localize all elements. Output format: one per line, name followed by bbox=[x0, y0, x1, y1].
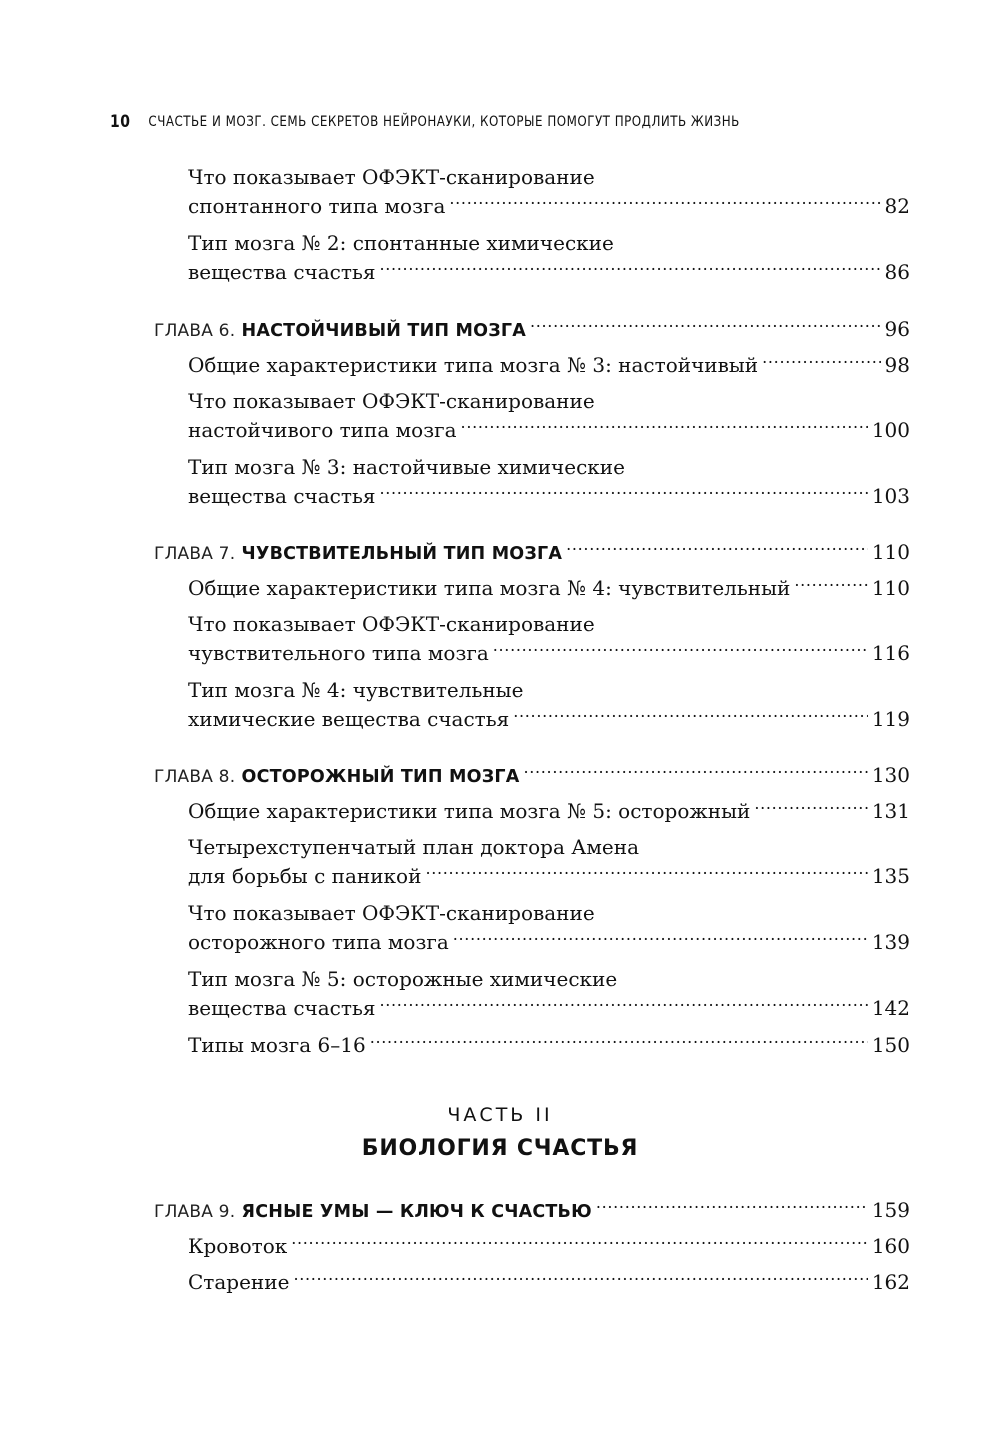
dot-leader bbox=[762, 352, 880, 372]
entry-title-line2: для борьбы с паникой bbox=[188, 864, 422, 888]
dot-leader bbox=[379, 995, 867, 1015]
toc-entry[interactable] bbox=[188, 797, 910, 826]
entry-page: 119 bbox=[871, 707, 910, 731]
entry-title-line1: Тип мозга № 5: осторожные химические bbox=[188, 967, 618, 991]
chapter-heading[interactable] bbox=[154, 315, 910, 346]
dot-leader bbox=[291, 1233, 868, 1253]
entry-title-line1: Что показывает ОФЭКТ-сканирование bbox=[188, 612, 595, 636]
chapter-label: ГЛАВА 7. bbox=[154, 544, 236, 564]
entry-title-line2: вещества счастья bbox=[188, 996, 376, 1020]
toc-entry[interactable] bbox=[188, 574, 910, 603]
entry-title: Общие характеристики типа мозга № 3: настойчивый bbox=[188, 353, 759, 377]
entry-page: 100 bbox=[871, 418, 910, 442]
entry-title: Кровоток bbox=[188, 1234, 288, 1258]
dot-leader bbox=[596, 1197, 868, 1217]
entry-title-line2: осторожного типа мозга bbox=[188, 930, 449, 954]
dot-leader bbox=[370, 1032, 868, 1052]
entry-title-line1: Четырехступенчатый план доктора Амена bbox=[188, 835, 640, 859]
toc-entry[interactable] bbox=[188, 676, 910, 734]
entry-page: 116 bbox=[871, 641, 910, 665]
book-title: СЧАСТЬЕ И МОЗГ. СЕМЬ СЕКРЕТОВ НЕЙРОНАУКИ, КОТОРЫЕ ПОМОГУТ ПРОДЛИТЬ ЖИЗНЬ bbox=[148, 114, 740, 130]
entry-title-line1: Тип мозга № 4: чувствительные bbox=[188, 678, 524, 702]
toc-entry[interactable] bbox=[188, 610, 910, 668]
entry-page: 82 bbox=[884, 194, 910, 218]
entry-title-line2: вещества счастья bbox=[188, 260, 376, 284]
chapter-page: 159 bbox=[871, 1198, 910, 1222]
chapter-heading[interactable] bbox=[154, 538, 910, 569]
dot-leader bbox=[513, 706, 868, 726]
dot-leader bbox=[379, 483, 867, 503]
entry-title-line1: Тип мозга № 3: настойчивые химические bbox=[188, 455, 625, 479]
entry-page: 86 bbox=[884, 260, 910, 284]
entry-page: 98 bbox=[884, 353, 910, 377]
dot-leader bbox=[530, 316, 881, 336]
chapter-title: ЯСНЫЕ УМЫ — КЛЮЧ К СЧАСТЬЮ bbox=[241, 1202, 592, 1222]
chapter-heading[interactable] bbox=[154, 1196, 910, 1227]
dot-leader bbox=[425, 863, 867, 883]
dot-leader bbox=[566, 539, 868, 559]
chapter-heading[interactable] bbox=[154, 761, 910, 792]
chapter-page: 130 bbox=[871, 763, 910, 787]
dot-leader bbox=[794, 575, 867, 595]
dot-leader bbox=[449, 193, 880, 213]
toc-entry[interactable] bbox=[188, 1031, 910, 1060]
toc-entry[interactable] bbox=[188, 453, 910, 511]
entry-title-line1: Что показывает ОФЭКТ-сканирование bbox=[188, 389, 595, 413]
toc-entry[interactable] bbox=[188, 1232, 910, 1261]
entry-page: 103 bbox=[871, 484, 910, 508]
entry-page: 135 bbox=[871, 864, 910, 888]
toc-entry[interactable] bbox=[188, 1268, 910, 1297]
entry-title: Общие характеристики типа мозга № 4: чувствительный bbox=[188, 576, 791, 600]
entry-title-line2: настойчивого типа мозга bbox=[188, 418, 457, 442]
chapter-title: ОСТОРОЖНЫЙ ТИП МОЗГА bbox=[241, 767, 520, 787]
entry-title-line2: чувствительного типа мозга bbox=[188, 641, 489, 665]
dot-leader bbox=[493, 640, 868, 660]
part-title[interactable]: БИОЛОГИЯ СЧАСТЬЯ bbox=[361, 1136, 639, 1161]
entry-page: 160 bbox=[871, 1234, 910, 1258]
running-head bbox=[110, 110, 782, 134]
entry-title: Общие характеристики типа мозга № 5: осторожный bbox=[188, 799, 751, 823]
entry-page: 142 bbox=[871, 996, 910, 1020]
entry-title-line1: Что показывает ОФЭКТ-сканирование bbox=[188, 165, 595, 189]
chapter-title: ЧУВСТВИТЕЛЬНЫЙ ТИП МОЗГА bbox=[241, 544, 563, 564]
chapter-page: 96 bbox=[884, 317, 910, 341]
toc-entry[interactable] bbox=[188, 229, 910, 287]
dot-leader bbox=[754, 798, 867, 818]
chapter-label: ГЛАВА 8. bbox=[154, 767, 236, 787]
entry-title: Старение bbox=[188, 1270, 290, 1294]
dot-leader bbox=[523, 762, 867, 782]
chapter-label: ГЛАВА 9. bbox=[154, 1202, 236, 1222]
toc-entry[interactable] bbox=[188, 965, 910, 1023]
part-label: ЧАСТЬ II bbox=[447, 1104, 553, 1126]
entry-title-line2: спонтанного типа мозга bbox=[188, 194, 446, 218]
entry-title: Типы мозга 6–16 bbox=[188, 1033, 366, 1057]
dot-leader bbox=[461, 417, 868, 437]
entry-title-line1: Что показывает ОФЭКТ-сканирование bbox=[188, 901, 595, 925]
chapter-title: НАСТОЙЧИВЫЙ ТИП МОЗГА bbox=[241, 321, 526, 341]
chapter-page: 110 bbox=[871, 540, 910, 564]
entry-title-line2: вещества счастья bbox=[188, 484, 376, 508]
toc-entry[interactable] bbox=[188, 899, 910, 957]
toc-entry[interactable] bbox=[188, 387, 910, 445]
dot-leader bbox=[293, 1269, 867, 1289]
entry-title-line1: Тип мозга № 2: спонтанные химические bbox=[188, 231, 614, 255]
dot-leader bbox=[379, 259, 880, 279]
page-number: 10 bbox=[110, 112, 131, 132]
entry-page: 139 bbox=[871, 930, 910, 954]
toc-entry[interactable] bbox=[188, 833, 910, 891]
entry-page: 110 bbox=[871, 576, 910, 600]
toc-entry[interactable] bbox=[188, 351, 910, 380]
entry-title-line2: химические вещества счастья bbox=[188, 707, 510, 731]
entry-page: 131 bbox=[871, 799, 910, 823]
dot-leader bbox=[453, 929, 868, 949]
toc-entry[interactable] bbox=[188, 163, 910, 221]
entry-page: 150 bbox=[871, 1033, 910, 1057]
chapter-label: ГЛАВА 6. bbox=[154, 321, 236, 341]
entry-page: 162 bbox=[871, 1270, 910, 1294]
